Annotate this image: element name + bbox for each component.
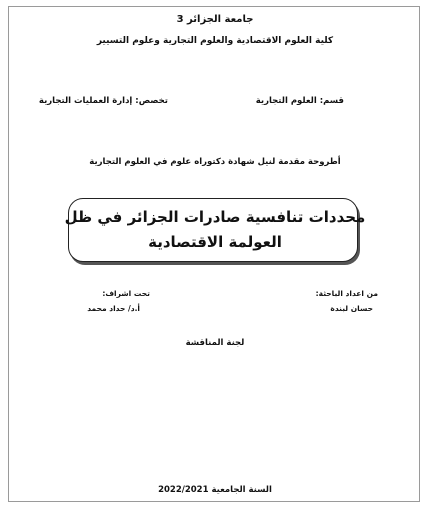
faculty-name: كلية العلوم الاقتصادية والعلوم التجارية وعلوم التسيير: [96, 36, 334, 46]
committee-heading: لجنة المناقشة: [185, 338, 245, 348]
author-label: من اعداد الباحثة:: [315, 289, 378, 298]
supervisor-label: تحت اشراف:: [102, 289, 150, 298]
thesis-title-line-1: محددات تنافسية صادرات الجزائر في ظل: [64, 208, 366, 226]
thesis-title-line-2: العولمة الاقتصادية: [148, 233, 282, 251]
academic-year: السنة الجامعية 2022/2021: [158, 485, 272, 495]
supervisor-name: أ.د/ حداد محمد: [87, 304, 140, 313]
university-name: جامعة الجزائر 3: [176, 14, 254, 25]
specialty-label: تخصص: إدارة العمليات التجارية: [38, 96, 168, 106]
thesis-description: أطروحة مقدمة لنيل شهادة دكتوراه علوم في العلوم التجارية: [89, 157, 341, 167]
department-label: قسم: العلوم التجارية: [255, 96, 344, 106]
author-name: حسان لبندة: [330, 304, 373, 313]
